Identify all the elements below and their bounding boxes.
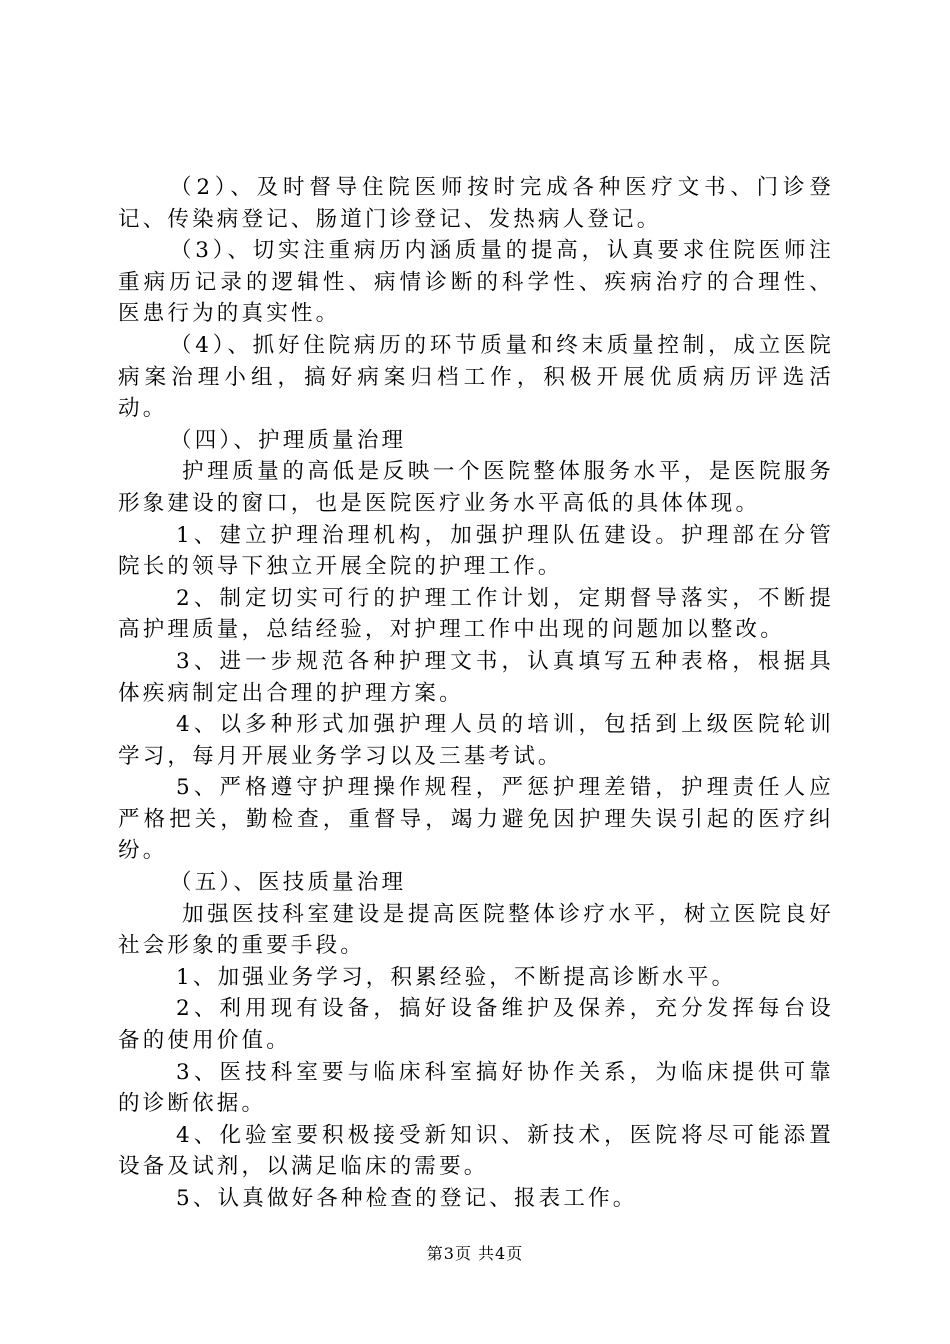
paragraph-item-4: （4）、抓好住院病历的环节质量和终末质量控制，成立医院病案治理小组，搞好病案归档工作，积极开展优质病历评选活动。 [118,332,834,422]
paragraph-nursing-intro: 护理质量的高低是反映一个医院整体服务水平，是医院服务形象建设的窗口，也是医院医疗业务水平高低的具体体现。 [118,459,834,516]
document-body [118,172,834,1215]
paragraph-nursing-3: 3、进一步规范各种护理文书，认真填写五种表格，根据具体疾病制定出合理的护理方案。 [118,648,834,706]
section-heading-medtech: （五）、医技质量治理 [170,870,407,896]
paragraph-medtech-2: 2、利用现有设备，搞好设备维护及保养，充分发挥每台设备的使用价值。 [118,996,834,1054]
paragraph-medtech-1: 1、加强业务学习，积累经验，不断提高诊断水平。 [176,964,737,990]
paragraph-medtech-4: 4、化验室要积极接受新知识、新技术，医院将尽可能添置设备及试剂，以满足临床的需要。 [118,1122,834,1180]
paragraph-medtech-intro: 加强医技科室建设是提高医院整体诊疗水平，树立医院良好社会形象的重要手段。 [118,901,834,959]
paragraph-item-2: （2）、及时督导住院医师按时完成各种医疗文书、门诊登记、传染病登记、肠道门诊登记、发热病人登记。 [118,175,834,232]
section-heading-nursing: （四）、护理质量治理 [170,427,407,453]
paragraph-nursing-4: 4、以多种形式加强护理人员的培训，包括到上级医院轮训学习，每月开展业务学习以及三基考试。 [118,712,834,769]
paragraph-medtech-5: 5、认真做好各种检查的登记、报表工作。 [176,1186,638,1211]
paragraph-nursing-5: 5、严格遵守护理操作规程，严惩护理差错，护理责任人应严格把关，勤检查，重督导，竭力避免因护理失误引起的医疗纠纷。 [118,775,834,864]
paragraph-nursing-1: 1、建立护理治理机构，加强护理队伍建设。护理部在分管院长的领导下独立开展全院的护理工作。 [118,522,834,580]
page-footer: 第3页 共4页 [426,1244,524,1263]
paragraph-item-3: （3）、切实注重病历内涵质量的提高，认真要求住院医师注重病历记录的逻辑性、病情诊断的科学性、疾病治疗的合理性、医患行为的真实性。 [118,238,834,327]
paragraph-medtech-3: 3、医技科室要与临床科室搞好协作关系，为临床提供可靠的诊断依据。 [118,1059,834,1117]
paragraph-nursing-2: 2、制定切实可行的护理工作计划，定期督导落实，不断提高护理质量，总结经验，对护理工作中出现的问题加以整改。 [118,585,834,643]
